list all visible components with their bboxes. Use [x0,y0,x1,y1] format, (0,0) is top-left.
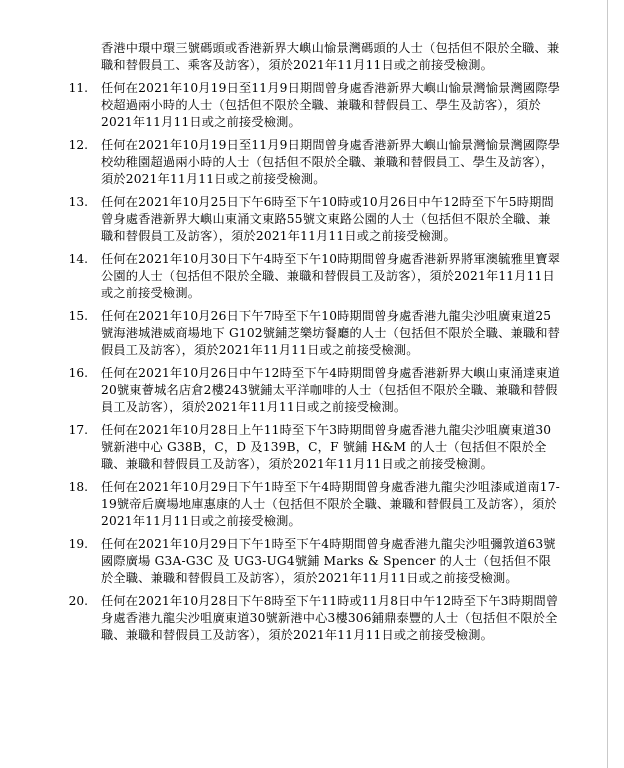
list-item [0,308,600,359]
list-item [0,80,600,131]
item-text: 任何在2021年10月26日中午12時至下午4時期間曾身處香港新界大嶼山東涌達東道20號東薈城名店倉2樓243號鋪太平洋咖啡的人士（包括但不限於全職、兼職和替假員工及訪客），須於2021年11月11日或之前接受檢測。 [101,366,561,414]
item-text: 任何在2021年10月26日下午7時至下午10時期間曾身處香港九龍尖沙咀廣東道25號海港城港威商場地下 G102號鋪芝樂坊餐廳的人士（包括但不限於全職、兼職和替假員工及訪客），須於2021年11月11日或之前接受檢測。 [101,309,561,357]
item-text: 任何在2021年10月29日下午1時至下午4時期間曾身處香港九龍尖沙咀彌敦道63號國際廣場 G3A-G3C 及 UG3-UG4號鋪 Marks & Spencer 的人士（包括但不限於全職、兼職和替假員工及訪客），須於2021年11月11日或之前接受檢測。 [101,537,556,585]
list-item [0,137,600,188]
item-text: 任何在2021年10月25日下午6時至下午10時或10月26日中午12時至下午5時期間曾身處香港新界大嶼山東涌文東路55號文東路公園的人士（包括但不限於全職、兼職和替假員工及訪客），須於2021年11月11日或之前接受檢測。 [101,195,554,243]
item-number: 14. [68,252,88,266]
list-item [0,479,600,530]
item-text: 任何在2021年10月19日至11月9日期間曾身處香港新界大嶼山愉景灣愉景灣國際學校幼稚園超過兩小時的人士（包括但不限於全職、兼職和替假員工、學生及訪客），須於2021年11月11日或之前接受檢測。 [101,138,561,186]
item-number: 11. [68,81,88,95]
item-number: 18. [68,480,88,494]
item-text: 任何在2021年10月19日至11月9日期間曾身處香港新界大嶼山愉景灣愉景灣國際學校超過兩小時的人士（包括但不限於全職、兼職和替假員工、學生及訪客），須於2021年11月11日或之前接受檢測。 [101,81,561,129]
intro-paragraph: 香港中環中環三號碼頭或香港新界大嶼山愉景灣碼頭的人士（包括但不限於全職、兼職和替假員工、乘客及訪客），須於2021年11月11日或之前接受檢測。 [101,41,560,72]
item-text: 任何在2021年10月28日下午8時至下午11時或11月8日中午12時至下午3時期間曾身處香港九龍尖沙咀廣東道30號新港中心3樓306鋪鼎泰豐的人士（包括但不限於全職、兼職和替假員工及訪客），須於2021年11月11日或之前接受檢測。 [101,594,559,642]
item-number: 12. [68,138,88,152]
item-text: 任何在2021年10月30日下午4時至下午10時期間曾身處香港新界將軍澳毓雅里寶翠公園的人士（包括但不限於全職、兼職和替假員工及訪客），須於2021年11月11日或之前接受檢測。 [101,252,561,300]
item-number: 20. [68,594,88,608]
item-number: 19. [68,537,88,551]
item-text: 任何在2021年10月28日上午11時至下午3時期間曾身處香港九龍尖沙咀廣東道30號新港中心 G38B，C，D 及139B，C，F 號鋪 H&M 的人士（包括但不限於全職、兼職和替假員工及訪客），須於2021年11月11日或之前接受檢測。 [101,423,552,471]
numbered-list [0,80,600,644]
document-page [0,40,600,650]
list-item [0,536,600,587]
item-text: 任何在2021年10月29日下午1時至下午4時期間曾身處香港九龍尖沙咀漆咸道南17-19號帝后廣場地庫惠康的人士（包括但不限於全職、兼職和替假員工及訪客），須於2021年11月11日或之前接受檢測。 [101,480,561,528]
list-item [0,251,600,302]
list-item [0,422,600,473]
item-number: 17. [68,423,88,437]
item-number: 15. [68,309,88,323]
item-number: 16. [68,366,88,380]
list-item [0,593,600,644]
item-number: 13. [68,195,88,209]
list-item [0,365,600,416]
page-edge [607,0,608,768]
list-item [0,194,600,245]
